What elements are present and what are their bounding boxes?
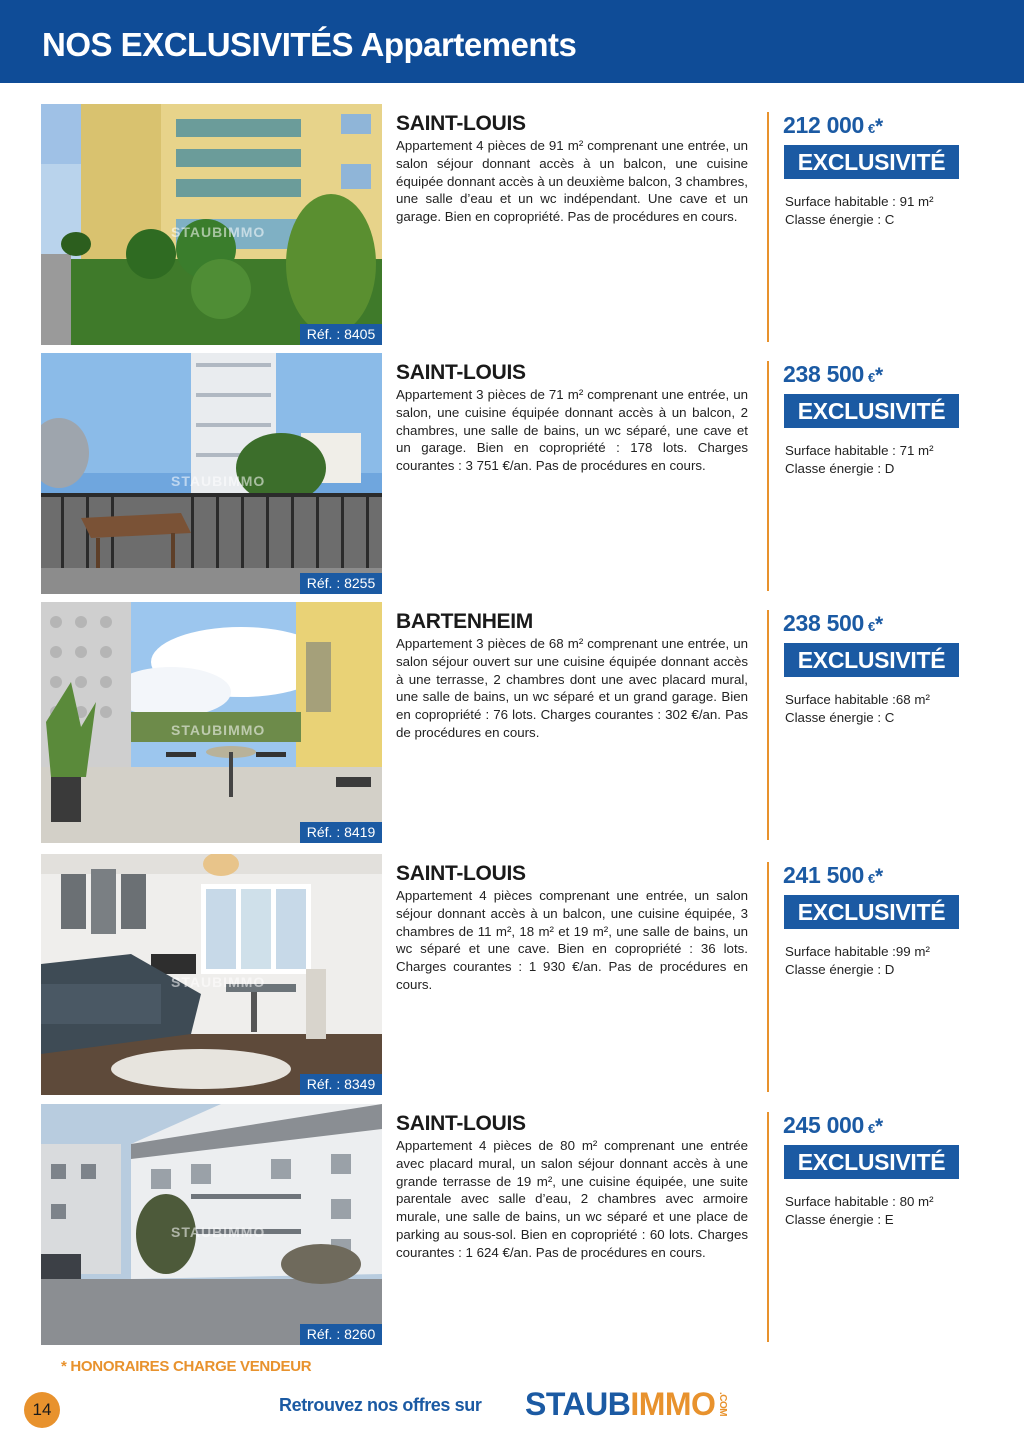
page-number: 14 (24, 1392, 60, 1428)
listing-description: Appartement 4 pièces comprenant une entrée, un salon séjour donnant accès à un balcon, une cuisine équipée, 3 chambres de 11 m², 18 m² et 19 m², une salle de bains, un wc séparé et une cave. Bien en copropriété : 36 lots. Charges courantes : 1 930 €/an. Pas de procédures en cours. (396, 888, 748, 992)
listing-card[interactable] (0, 854, 1024, 1095)
listing-price: 212 000 €* (783, 112, 883, 138)
reference-label: Réf. : 8349 (300, 1074, 382, 1095)
page-header (0, 0, 1024, 83)
surface-text: Surface habitable : 71 m² (785, 443, 934, 458)
divider (767, 361, 769, 591)
property-photo[interactable] (41, 602, 382, 843)
listing-city: SAINT-LOUIS (396, 112, 526, 135)
listing-specs (785, 943, 930, 979)
property-photo[interactable] (41, 104, 382, 345)
property-photo[interactable] (41, 1104, 382, 1345)
energy-class-text: Classe énergie : D (785, 962, 895, 977)
listing-description: Appartement 4 pièces de 80 m² comprenant une entrée avec placard mural, un salon séjour donnant accès à une grande terrasse de 19 m², une cuisine équipée, une suite parentale avec salle d’eau, 2 chambres avec armoire murale, une salle de bains, un wc séparé et une place de parking au sous-sol. Bien en copropriété : 60 lots. Charges courantes : 1 624 €/an. Pas de procédures en cours. (396, 1138, 748, 1260)
listing-city: SAINT-LOUIS (396, 361, 526, 384)
logo-part1: STAUB (525, 1386, 631, 1422)
listing-city: SAINT-LOUIS (396, 862, 526, 885)
divider (767, 1112, 769, 1342)
listing-description: Appartement 3 pièces de 71 m² comprenant une entrée, un salon, une cuisine équipée donnant accès à un balcon, 2 chambres, une salle de bains, un wc séparé, une cave et un garage. Bien en copropriété : 178 lots. Charges courantes : 3 751 €/an. Pas de procédures en cours. (396, 387, 748, 474)
energy-class-text: Classe énergie : E (785, 1212, 894, 1227)
logo-suffix: .COM (717, 1392, 728, 1417)
property-photo[interactable] (41, 353, 382, 594)
logo-part2: IMMO (630, 1386, 716, 1422)
listing-specs (785, 193, 934, 229)
watermark: STAUBIMMO (171, 1224, 266, 1240)
listing-specs (785, 1193, 934, 1229)
exclusivity-badge: EXCLUSIVITÉ (784, 895, 959, 929)
divider (767, 112, 769, 342)
listing-price: 238 500 €* (783, 361, 883, 387)
surface-text: Surface habitable :68 m² (785, 692, 930, 707)
listing-card[interactable] (0, 1104, 1024, 1345)
exclusivity-badge: EXCLUSIVITÉ (784, 643, 959, 677)
exclusivity-badge: EXCLUSIVITÉ (784, 394, 959, 428)
exclusivity-badge: EXCLUSIVITÉ (784, 1145, 959, 1179)
reference-label: Réf. : 8260 (300, 1324, 382, 1345)
surface-text: Surface habitable : 91 m² (785, 194, 934, 209)
listing-specs (785, 442, 934, 478)
offers-text: Retrouvez nos offres sur (279, 1395, 482, 1415)
reference-label: Réf. : 8405 (300, 324, 382, 345)
divider (767, 610, 769, 840)
page-title: NOS EXCLUSIVITÉS Appartements (42, 26, 577, 63)
staubimmo-logo[interactable] (525, 1386, 728, 1423)
watermark: STAUBIMMO (171, 722, 266, 738)
watermark: STAUBIMMO (171, 473, 266, 489)
listing-city: SAINT-LOUIS (396, 1112, 526, 1135)
energy-class-text: Classe énergie : D (785, 461, 895, 476)
listing-card[interactable] (0, 602, 1024, 843)
divider (767, 862, 769, 1092)
watermark: STAUBIMMO (171, 974, 266, 990)
surface-text: Surface habitable :99 m² (785, 944, 930, 959)
listing-card[interactable] (0, 353, 1024, 594)
listing-card[interactable] (0, 104, 1024, 345)
listing-specs (785, 691, 930, 727)
exclusivity-badge: EXCLUSIVITÉ (784, 145, 959, 179)
listing-price: 238 500 €* (783, 610, 883, 636)
listing-description: Appartement 3 pièces de 68 m² comprenant une entrée, un salon séjour ouvert sur une cuisine équipée donnant accès à une terrasse, 2 chambres dont une avec placard mural, une salle de bains, un wc séparé et un grand garage. Bien en copropriété : 76 lots. Charges courantes : 302 €/an. Pas de procédures en cours. (396, 636, 748, 740)
surface-text: Surface habitable : 80 m² (785, 1194, 934, 1209)
listing-price: 245 000 €* (783, 1112, 883, 1138)
reference-label: Réf. : 8255 (300, 573, 382, 594)
reference-label: Réf. : 8419 (300, 822, 382, 843)
fees-footnote: * HONORAIRES CHARGE VENDEUR (61, 1358, 312, 1375)
listing-description: Appartement 4 pièces de 91 m² comprenant une entrée, un salon séjour donnant accès à un balcon, une cuisine équipée donnant accès à un deuxième balcon, 3 chambres, une salle d’eau et un wc indépendant. Une cave et un garage. Bien en copropriété. Pas de procédures en cours. (396, 138, 748, 225)
energy-class-text: Classe énergie : C (785, 212, 895, 227)
listing-city: BARTENHEIM (396, 610, 533, 633)
watermark: STAUBIMMO (171, 224, 266, 240)
property-photo[interactable] (41, 854, 382, 1095)
energy-class-text: Classe énergie : C (785, 710, 895, 725)
listing-price: 241 500 €* (783, 862, 883, 888)
